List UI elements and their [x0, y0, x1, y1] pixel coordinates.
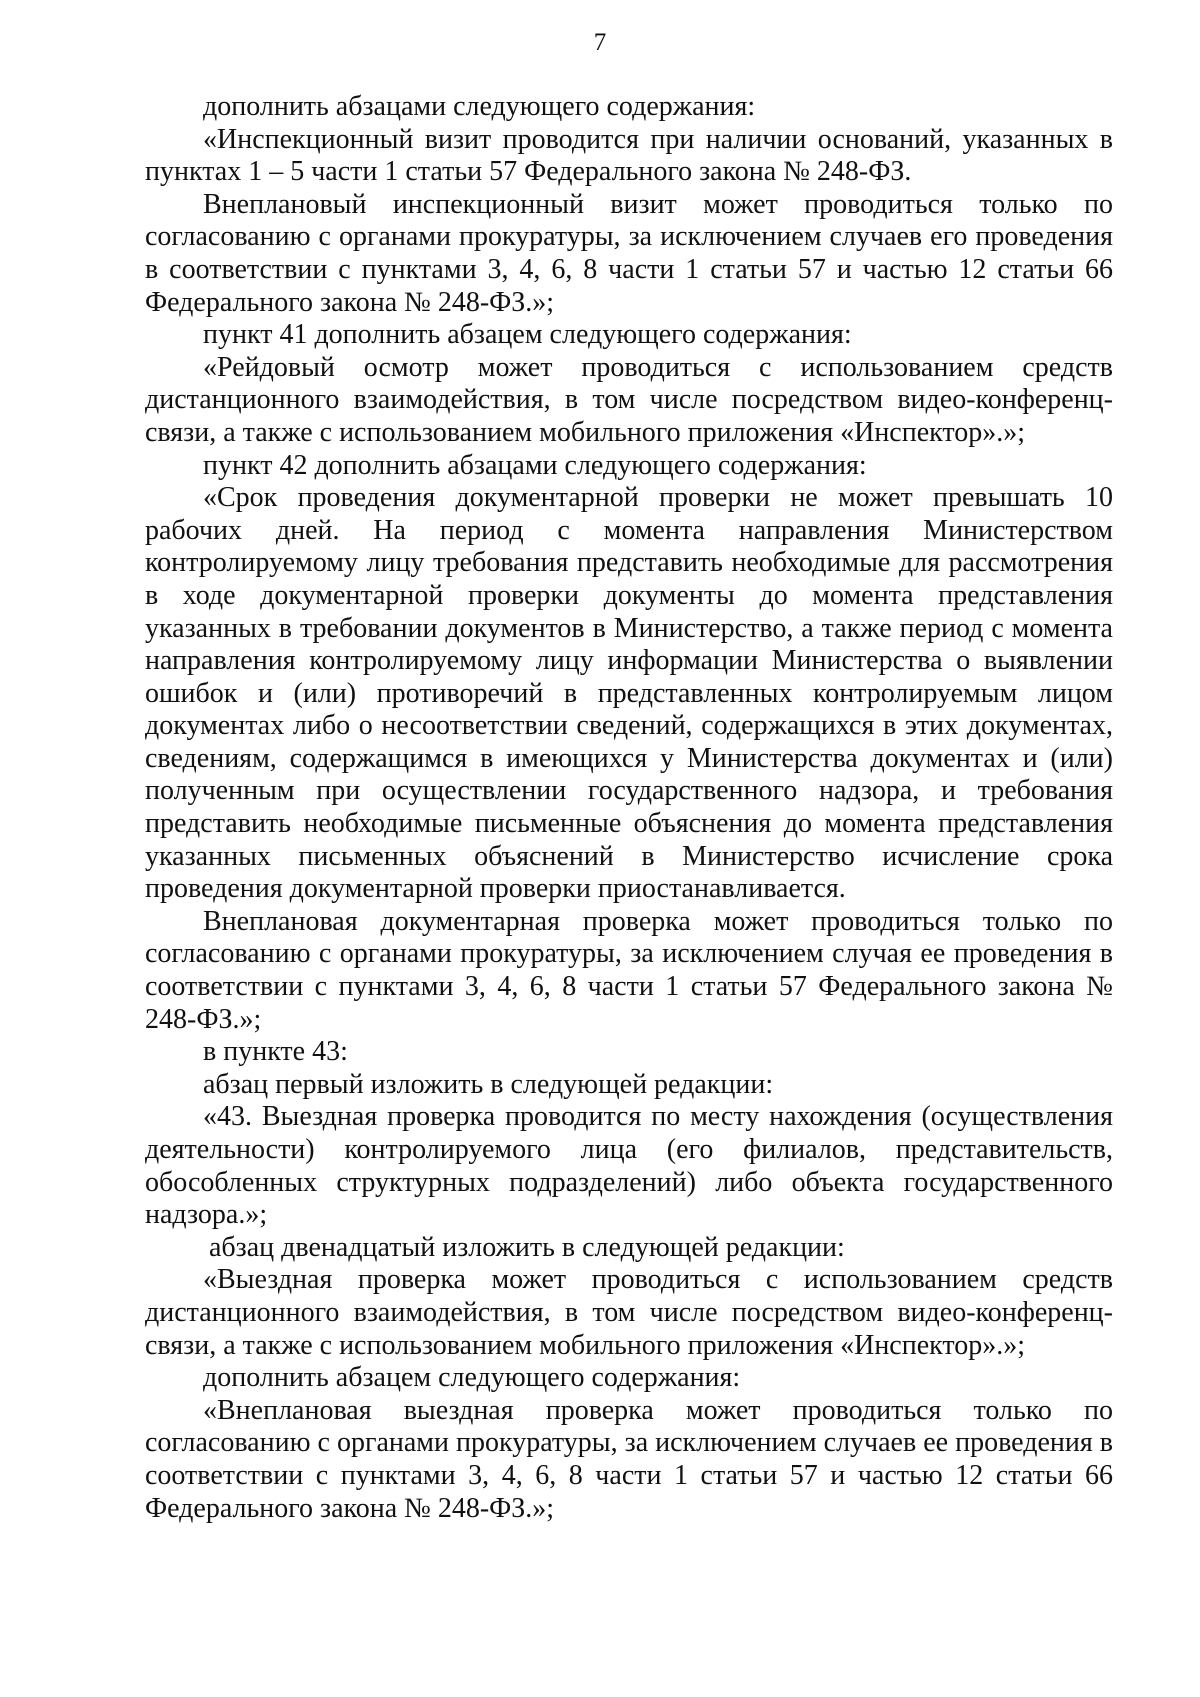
paragraph-13: «Выездная проверка может проводиться с использованием средств дистанционного взаимодействия, в том числе посредством видео-конференц-связи, а также с использованием мобильного приложения «Инспектор».»;: [145, 1264, 1113, 1361]
paragraph-6: пункт 42 дополнить абзацами следующего содержания:: [203, 449, 867, 481]
paragraph-15: «Внеплановая выездная проверка может проводиться только по согласованию с органами прокуратуры, за исключением случаев ее проведения в соответствии с пунктами 3, 4, 6, 8 части 1 статьи 57 и частью 12 статьи 66 Федерального закона № 248-ФЗ.»;: [145, 1394, 1113, 1524]
paragraph-12: абзац двенадцатый изложить в следующей редакции:: [209, 1231, 845, 1263]
paragraph-9: в пункте 43:: [203, 1036, 348, 1068]
paragraph-11: «43. Выездная проверка проводится по месту нахождения (осуществления деятельности) контролируемого лица (его филиалов, представительств, обособленных структурных подразделений) либо объекта государственного надзора.»;: [145, 1101, 1113, 1231]
paragraph-7: «Срок проведения документарной проверки не может превышать 10 рабочих дней. На период с момента направления Министерством контролируемому лицу требования представить необходимые для рассмотрения в ходе документарной проверки документы до момента представления указанных в требовании документов в Министерство, а также период с момента направления контролируемому лицу информации Министерства о выявлении ошибок и (или) противоречий в представленных контролируемым лицом документах либо о несоответствии сведений, содержащихся в этих документах, сведениям, содержащимся в имеющихся у Министерства документах и (или) полученным при осуществлении государственного надзора, и требования представить необходимые письменные объяснения до момента представления указанных письменных объяснений в Министерство исчисление срока проведения документарной проверки приостанавливается.: [145, 482, 1113, 905]
paragraph-10: абзац первый изложить в следующей редакции:: [203, 1068, 774, 1100]
paragraph-2: «Инспекционный визит проводится при наличии оснований, указанных в пунктах 1 – 5 части 1 статьи 57 Федерального закона № 248-ФЗ.: [145, 123, 1113, 188]
paragraph-1: дополнить абзацами следующего содержания:: [203, 91, 756, 122]
paragraph-5: «Рейдовый осмотр может проводиться с использованием средств дистанционного взаимодействия, в том числе посредством видео-конференц-связи, а также с использованием мобильного приложения «Инспектор».»;: [145, 351, 1113, 448]
page-number: 7: [593, 29, 607, 56]
paragraph-14: дополнить абзацем следующего содержания:: [203, 1362, 741, 1394]
paragraph-4: пункт 41 дополнить абзацем следующего содержания:: [203, 319, 852, 351]
paragraph-8: Внеплановая документарная проверка может проводиться только по согласованию с органами прокуратуры, за исключением случая ее проведения в соответствии с пунктами 3, 4, 6, 8 части 1 статьи 57 Федерального закона № 248-ФЗ.»;: [145, 905, 1113, 1035]
document-body: [145, 91, 1113, 1525]
paragraph-3: Внеплановый инспекционный визит может проводиться только по согласованию с органами прокуратуры, за исключением случаев его проведения в соответствии с пунктами 3, 4, 6, 8 части 1 статьи 57 и частью 12 статьи 66 Федерального закона № 248-ФЗ.»;: [145, 188, 1113, 318]
